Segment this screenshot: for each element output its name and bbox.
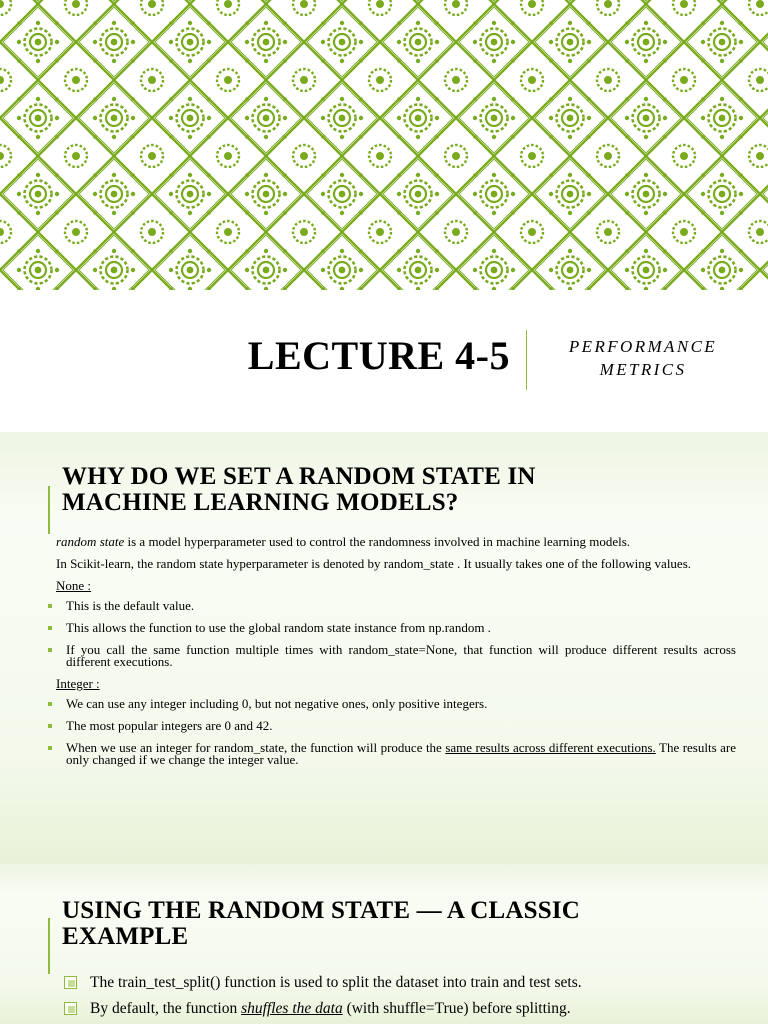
list-item: By default, the function shuffles the data (with shuffle=True) before splitting. [62,1000,752,1018]
none-label: None : [56,578,92,593]
list-item: The most popular integers are 0 and 42. [56,720,736,732]
lecture-title: LECTURE 4-5 [247,333,510,378]
heading-line-2: MACHINE LEARNING MODELS? [62,489,459,516]
list-item: We can use any integer including 0, but not negative ones, only positive integers. [56,698,736,710]
definition-paragraph: random state is a model hyperparameter used to control the randomness involved in machine learning models. [56,534,631,549]
shuffles-emphasis: shuffles the data [241,1000,343,1017]
title-divider [526,330,527,390]
list-item: This allows the function to use the global random state instance from np.random . [56,622,736,634]
heading-line-1: WHY DO WE SET A RANDOM STATE IN [62,463,536,490]
heading-line-1: USING THE RANDOM STATE — A CLASSIC [62,897,581,924]
bullet-square-icon [48,702,52,706]
none-list [56,600,736,668]
list-item: When we use an integer for random_state, the function will produce the same results across different executions. The results are only changed if we change the integer value. [56,742,736,766]
bullet-square-icon [48,746,52,750]
heading-accent-bar [48,486,50,534]
term-random-state: random state [56,534,125,549]
example-list [62,974,752,1024]
slide-classic-example [0,864,768,1024]
slide-heading [62,464,536,516]
integer-label: Integer : [56,676,100,691]
list-item: This is the default value. [56,600,736,612]
heading-accent-bar [48,918,50,974]
bullet-square-icon [48,626,52,630]
slide-body [56,536,736,776]
slide-heading [62,898,580,950]
subtitle-line-2: METRICS [599,360,687,379]
subtitle-line-1: PERFORMANCE [568,337,718,356]
checkbox-bullet-icon [64,976,77,989]
checkbox-bullet-icon [64,1002,77,1015]
title-slide [0,0,768,432]
heading-line-2: EXAMPLE [62,923,189,950]
list-item: The train_test_split() function is used to split the dataset into train and test sets. [62,974,752,992]
integer-list [56,698,736,766]
scikit-paragraph: In Scikit-learn, the random state hyperparameter is denoted by random_state . It usually takes one of the following values. [56,556,692,571]
bullet-square-icon [48,724,52,728]
bullet-square-icon [48,648,52,652]
title-row [0,290,768,432]
lecture-subtitle [548,335,738,381]
list-item: If you call the same function multiple times with random_state=None, that function will produce different results across different executions. [56,644,736,668]
bullet-square-icon [48,604,52,608]
decorative-pattern [0,0,768,290]
same-results-underlined: same results across different executions. [445,740,656,755]
slide-random-state [0,432,768,864]
